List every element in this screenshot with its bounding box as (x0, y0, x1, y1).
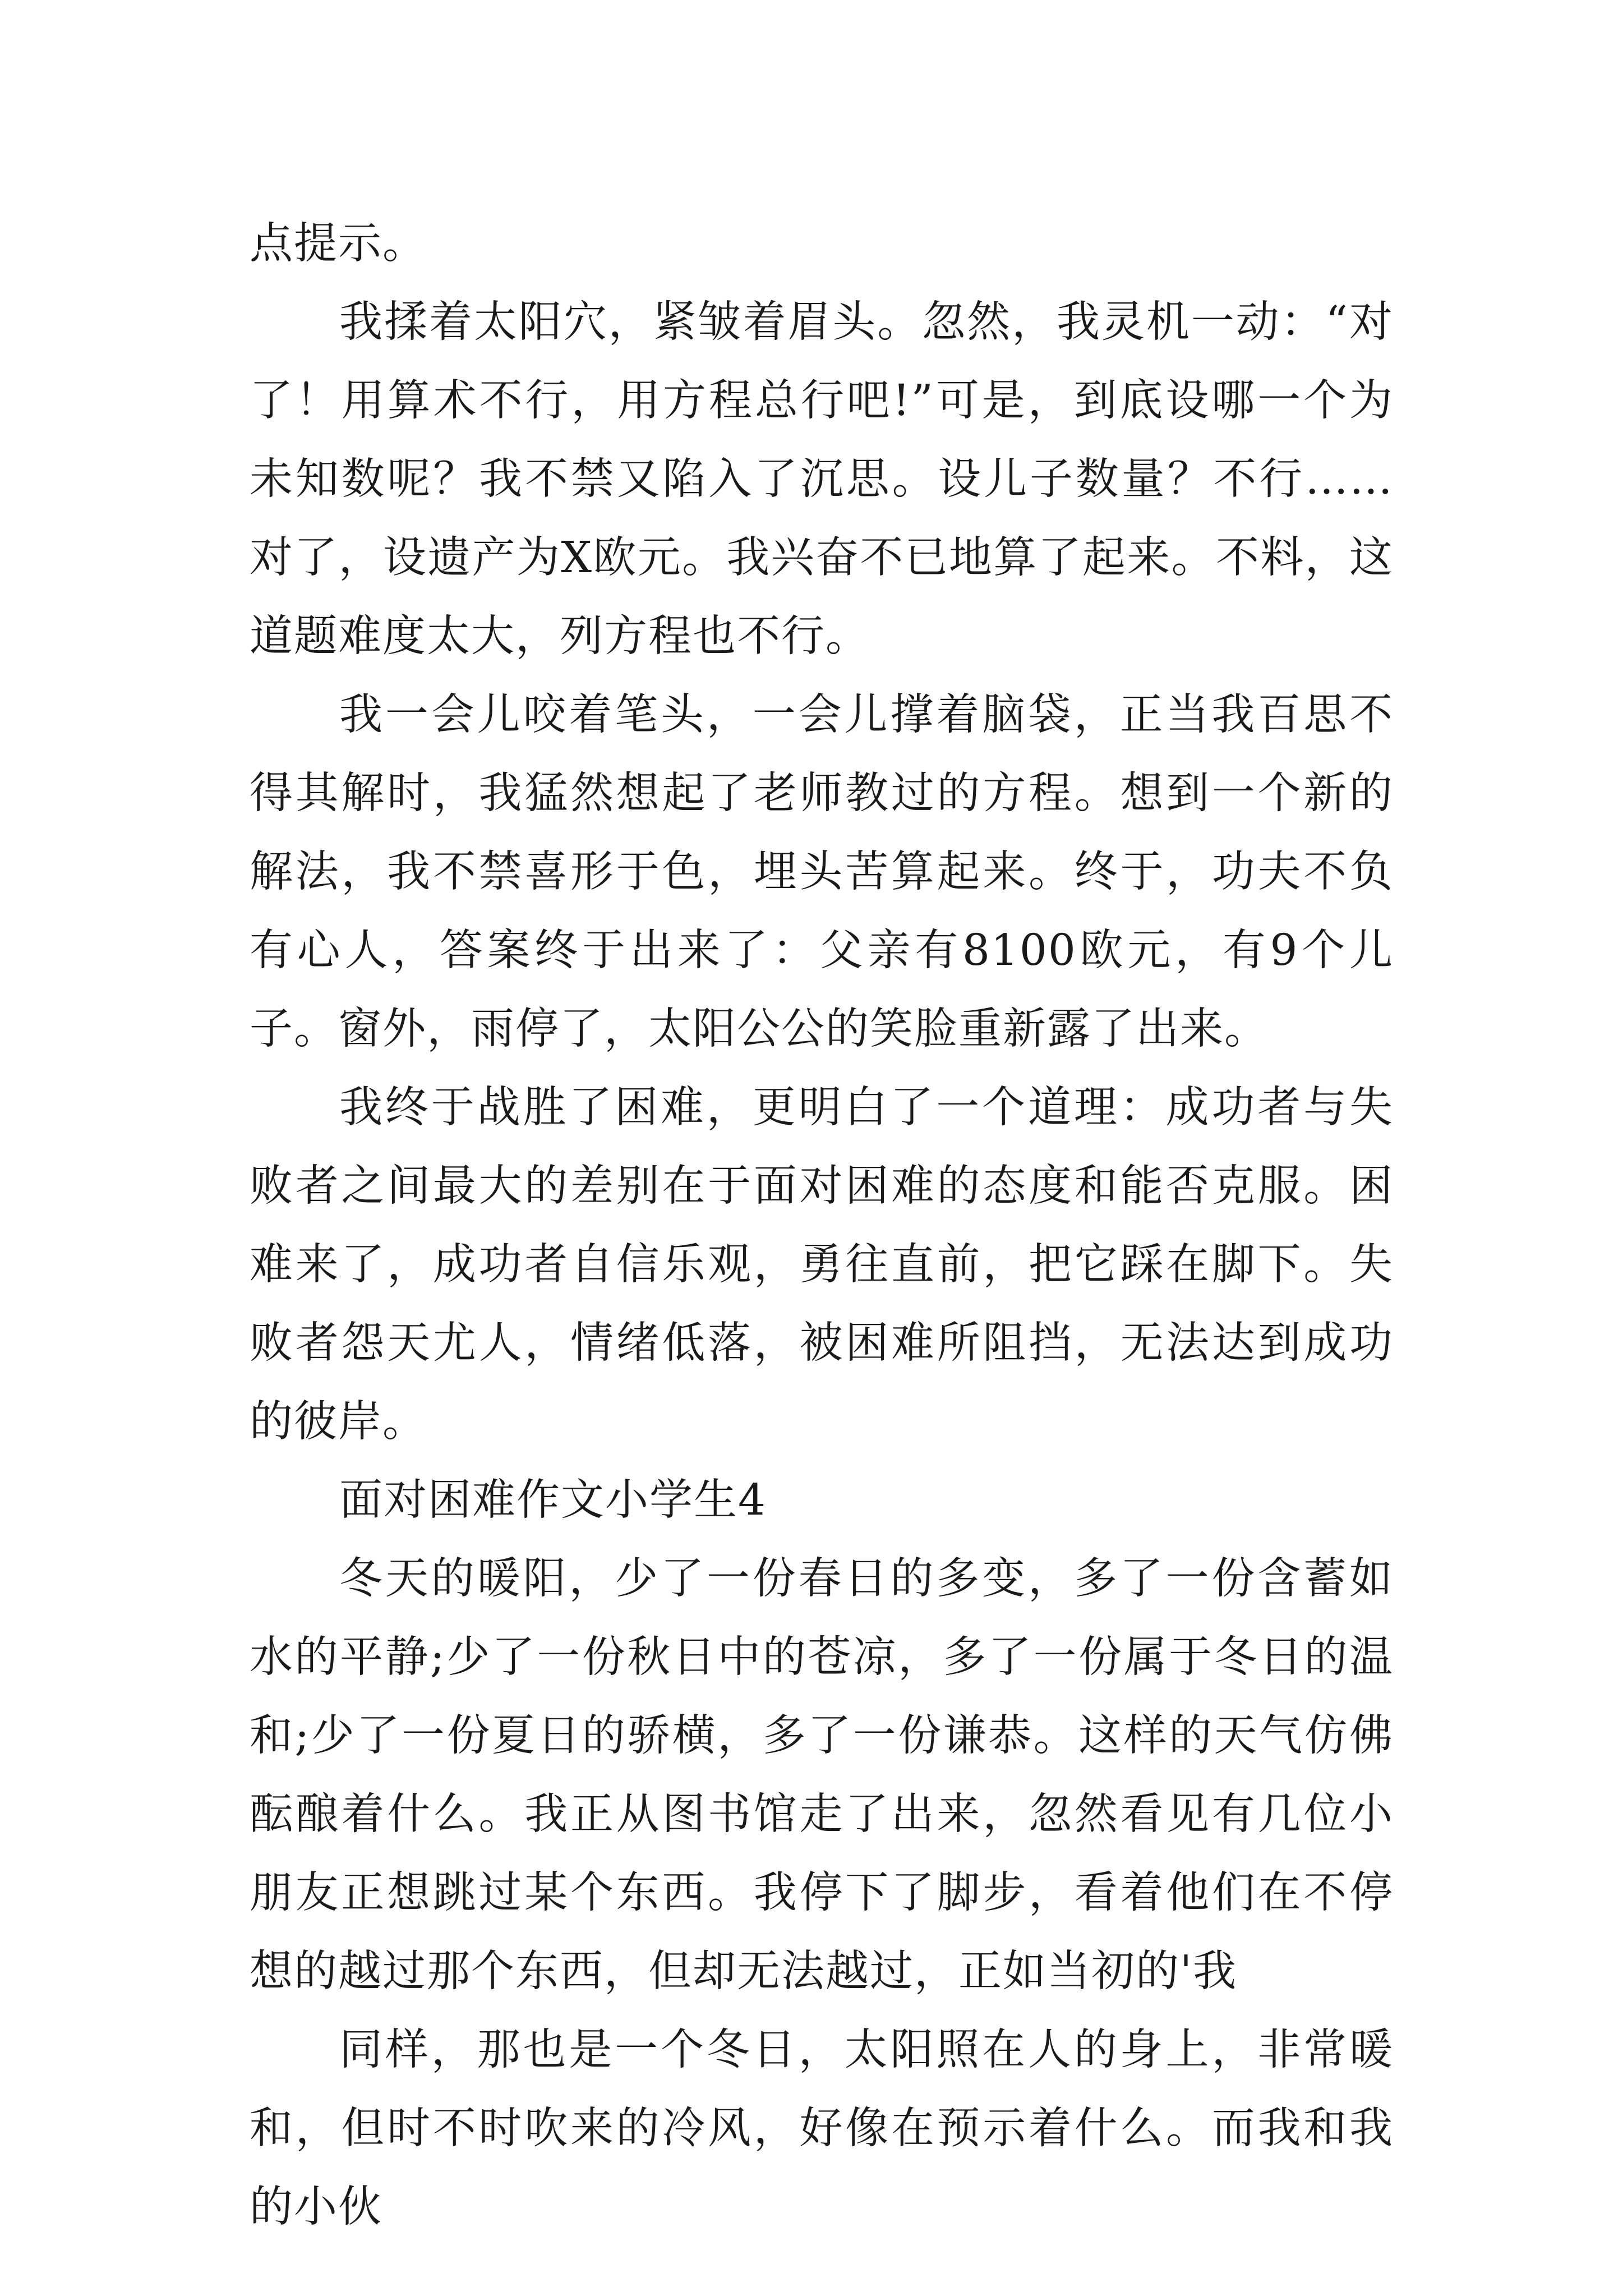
paragraph-1: 点提示。 (250, 219, 427, 269)
paragraph-5: 冬天的暖阳，少了一份春日的多变，多了一份含蓄如水的平静;少了一份秋日中的苍凉，多了一份属于冬日的温和;少了一份夏日的骄横，多了一份谦恭。这样的天气仿佛酝酿着什么。我正从图书馆走了出来，忽然看见有几位小朋友正想跳过某个东西。我停下了脚步，看着他们在不停想的越过那个东西，但却无法越过，正如当初的'我 (250, 1554, 1394, 1996)
paragraph-3: 我一会儿咬着笔头，一会儿撑着脑袋，正当我百思不得其解时，我猛然想起了老师教过的方程。想到一个新的解法，我不禁喜形于色，埋头苦算起来。终于，功夫不负有心人，答案终于出来了：父亲有8100欧元，有9个儿子。窗外，雨停了，太阳公公的笑脸重新露了出来。 (250, 690, 1394, 1054)
paragraph-4: 我终于战胜了困难，更明白了一个道理：成功者与失败者之间最大的差别在于面对困难的态度和能否克服。困难来了，成功者自信乐观，勇往直前，把它踩在脚下。失败者怨天尤人，情绪低落，被困难所阻挡，无法达到成功的彼岸。 (250, 1083, 1394, 1447)
paragraph-2: 我揉着太阳穴，紧皱着眉头。忽然，我灵机一动：“对了！用算术不行，用方程总行吧!”可是，到底设哪一个为未知数呢？我不禁又陷入了沉思。设儿子数量？不行……对了，设遗产为X欧元。我兴奋不已地算了起来。不料，这道题难度太大，列方程也不行。 (250, 297, 1394, 661)
paragraph-6: 同样，那也是一个冬日，太阳照在人的身上，非常暖和，但时不时吹来的冷风，好像在预示着什么。而我和我的小伙 (250, 2025, 1394, 2232)
section-heading: 面对困难作文小学生4 (339, 1475, 767, 1525)
document-body (250, 205, 1394, 2247)
